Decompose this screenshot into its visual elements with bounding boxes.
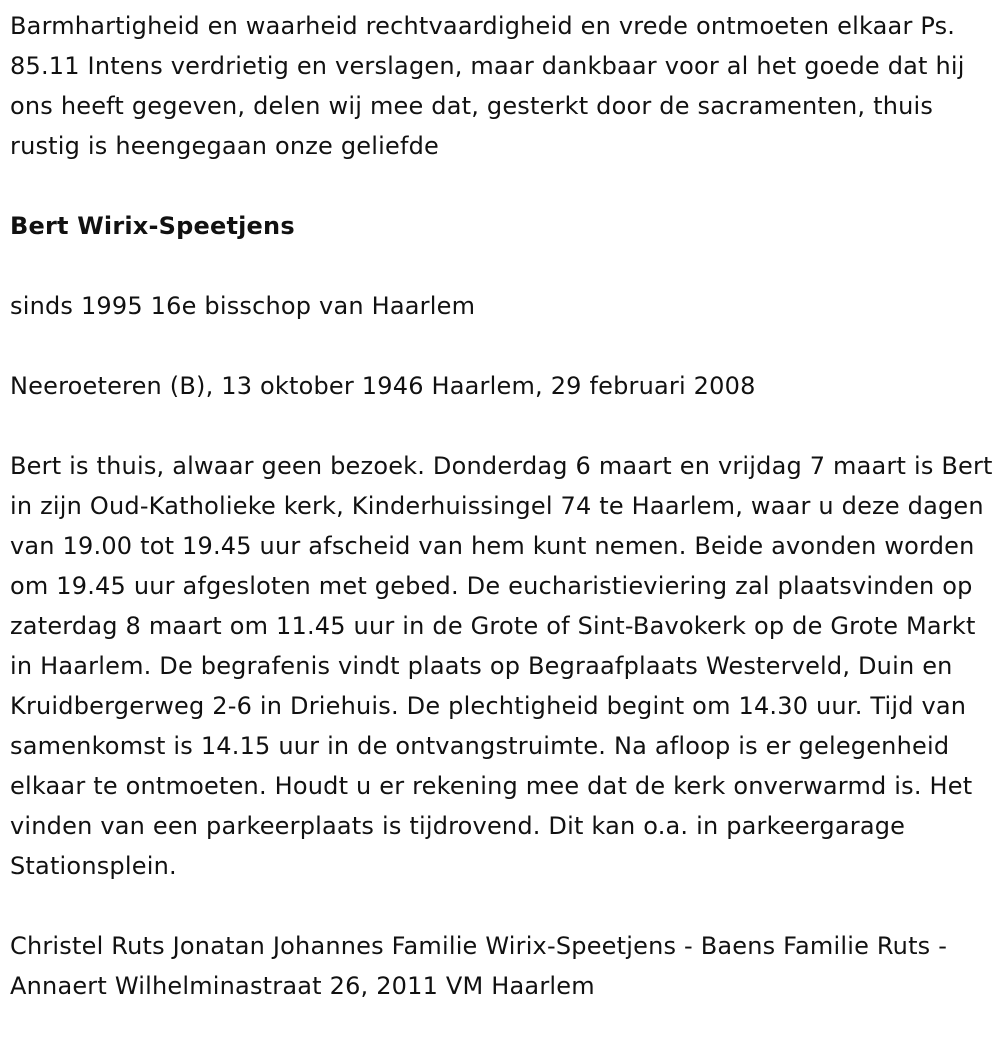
arrangements-paragraph: Bert is thuis, alwaar geen bezoek. Donderdag 6 maart en vrijdag 7 maart is Bert in zijn Oud-Katholieke kerk, Kinderhuissingel 74 te Haarlem, waar u deze dagen van 19.00 tot 19.45 uur afscheid van hem kunt nemen. Beide avonden worden om 19.45 uur afgesloten met gebed. De eucharistieviering zal plaatsvinden op zaterdag 8 maart om 11.45 uur in de Grote of Sint-Bavokerk op de Grote Markt in Haarlem. De begrafenis vindt plaats op Begraafplaats Westerveld, Duin en Kruidbergerweg 2-6 in Driehuis. De plechtigheid begint om 14.30 uur. Tijd van samenkomst is 14.15 uur in de ontvangstruimte. Na afloop is er gelegenheid elkaar te ontmoeten. Houdt u er rekening mee dat de kerk onverwarmd is. Het vinden van een parkeerplaats is tijdrovend. Dit kan o.a. in parkeergarage Stationsplein. [10,452,993,880]
obituary-notice [10,6,995,1006]
deceased-name: Bert Wirix-Speetjens [10,212,295,240]
role-line: sinds 1995 16e bisschop van Haarlem [10,292,476,320]
intro-paragraph: Barmhartigheid en waarheid rechtvaardigheid en vrede ontmoeten elkaar Ps. 85.11 Intens verdrietig en verslagen, maar dankbaar voor al het goede dat hij ons heeft gegeven, delen wij mee dat, gesterkt door de sacramenten, thuis rustig is heengegaan onze geliefde [10,12,965,160]
birth-death-line: Neeroeteren (B), 13 oktober 1946 Haarlem, 29 februari 2008 [10,372,756,400]
signatories-paragraph: Christel Ruts Jonatan Johannes Familie Wirix-Speetjens - Baens Familie Ruts - Annaert Wilhelminastraat 26, 2011 VM Haarlem [10,932,948,1000]
